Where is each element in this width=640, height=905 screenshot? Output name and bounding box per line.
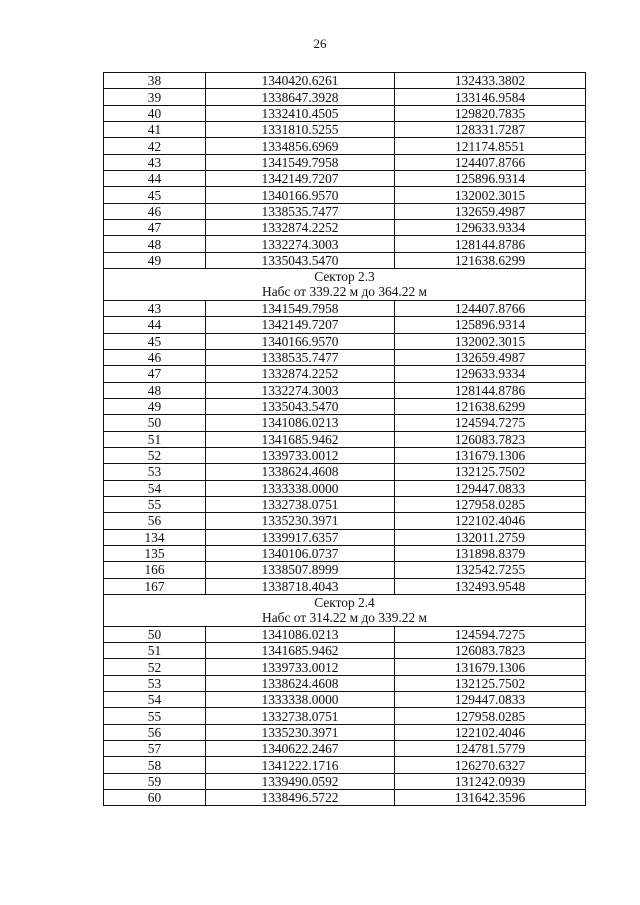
y-coordinate-cell: 131898.8379 (395, 545, 586, 561)
table-row (104, 317, 586, 333)
y-coordinate-cell: 121638.6299 (395, 398, 586, 414)
x-coordinate-cell: 1339917.6357 (206, 529, 395, 545)
coordinates-table (103, 72, 586, 806)
table-row (104, 545, 586, 561)
point-number-cell: 56 (104, 724, 206, 740)
y-coordinate-cell: 132659.4987 (395, 349, 586, 365)
x-coordinate-cell: 1338535.7477 (206, 203, 395, 219)
point-number-cell: 52 (104, 659, 206, 675)
x-coordinate-cell: 1331810.5255 (206, 122, 395, 138)
point-number-cell: 47 (104, 220, 206, 236)
table-row (104, 447, 586, 463)
y-coordinate-cell: 128144.8786 (395, 382, 586, 398)
table-row (104, 675, 586, 691)
x-coordinate-cell: 1340622.2467 (206, 741, 395, 757)
point-number-cell: 58 (104, 757, 206, 773)
x-coordinate-cell: 1333338.0000 (206, 692, 395, 708)
x-coordinate-cell: 1341086.0213 (206, 626, 395, 642)
table-row (104, 708, 586, 724)
y-coordinate-cell: 132011.2759 (395, 529, 586, 545)
y-coordinate-cell: 124407.8766 (395, 300, 586, 316)
x-coordinate-cell: 1338718.4043 (206, 578, 395, 594)
point-number-cell: 49 (104, 252, 206, 268)
table-row (104, 349, 586, 365)
point-number-cell: 134 (104, 529, 206, 545)
y-coordinate-cell: 132659.4987 (395, 203, 586, 219)
y-coordinate-cell: 132125.7502 (395, 675, 586, 691)
table-row (104, 464, 586, 480)
table-row (104, 562, 586, 578)
point-number-cell: 54 (104, 480, 206, 496)
y-coordinate-cell: 133146.9584 (395, 89, 586, 105)
point-number-cell: 44 (104, 171, 206, 187)
y-coordinate-cell: 125896.9314 (395, 171, 586, 187)
x-coordinate-cell: 1341222.1716 (206, 757, 395, 773)
x-coordinate-cell: 1341685.9462 (206, 643, 395, 659)
page-number: 26 (313, 36, 327, 51)
point-number-cell: 42 (104, 138, 206, 154)
x-coordinate-cell: 1338624.4608 (206, 464, 395, 480)
table-row (104, 171, 586, 187)
x-coordinate-cell: 1338535.7477 (206, 349, 395, 365)
point-number-cell: 46 (104, 349, 206, 365)
point-number-cell: 59 (104, 773, 206, 789)
sector-header-cell (104, 269, 586, 301)
x-coordinate-cell: 1342149.7207 (206, 317, 395, 333)
x-coordinate-cell: 1339733.0012 (206, 447, 395, 463)
table-row (104, 741, 586, 757)
table-row (104, 643, 586, 659)
table-row (104, 236, 586, 252)
y-coordinate-cell: 131242.0939 (395, 773, 586, 789)
point-number-cell: 55 (104, 496, 206, 512)
y-coordinate-cell: 125896.9314 (395, 317, 586, 333)
y-coordinate-cell: 126270.6327 (395, 757, 586, 773)
sector-title: Сектор 2.3 (314, 269, 375, 285)
y-coordinate-cell: 132125.7502 (395, 464, 586, 480)
y-coordinate-cell: 132493.9548 (395, 578, 586, 594)
y-coordinate-cell: 129447.0833 (395, 692, 586, 708)
y-coordinate-cell: 128331.7287 (395, 122, 586, 138)
table-row (104, 415, 586, 431)
y-coordinate-cell: 122102.4046 (395, 513, 586, 529)
y-coordinate-cell: 129820.7835 (395, 105, 586, 121)
x-coordinate-cell: 1338507.8999 (206, 562, 395, 578)
x-coordinate-cell: 1340166.9570 (206, 187, 395, 203)
sector-header-row (104, 269, 586, 301)
x-coordinate-cell: 1338496.5722 (206, 790, 395, 806)
x-coordinate-cell: 1338647.3928 (206, 89, 395, 105)
y-coordinate-cell: 132002.3015 (395, 333, 586, 349)
sector-header-cell (104, 595, 586, 627)
table-row (104, 790, 586, 806)
x-coordinate-cell: 1332874.2252 (206, 220, 395, 236)
y-coordinate-cell: 132433.3802 (395, 73, 586, 89)
y-coordinate-cell: 124594.7275 (395, 415, 586, 431)
y-coordinate-cell: 121174.8551 (395, 138, 586, 154)
sector-title: Сектор 2.4 (314, 595, 375, 611)
point-number-cell: 53 (104, 675, 206, 691)
table-row (104, 300, 586, 316)
point-number-cell: 44 (104, 317, 206, 333)
y-coordinate-cell: 129447.0833 (395, 480, 586, 496)
point-number-cell: 56 (104, 513, 206, 529)
point-number-cell: 49 (104, 398, 206, 414)
table-row (104, 105, 586, 121)
point-number-cell: 43 (104, 300, 206, 316)
table-row (104, 578, 586, 594)
sector-elevation-range: Набс от 314.22 м до 339.22 м (262, 610, 427, 626)
point-number-cell: 47 (104, 366, 206, 382)
point-number-cell: 55 (104, 708, 206, 724)
point-number-cell: 41 (104, 122, 206, 138)
table-row (104, 220, 586, 236)
x-coordinate-cell: 1339733.0012 (206, 659, 395, 675)
point-number-cell: 60 (104, 790, 206, 806)
x-coordinate-cell: 1341685.9462 (206, 431, 395, 447)
x-coordinate-cell: 1333338.0000 (206, 480, 395, 496)
y-coordinate-cell: 131642.3596 (395, 790, 586, 806)
table-row (104, 154, 586, 170)
table-row (104, 398, 586, 414)
table-row (104, 366, 586, 382)
table-row (104, 122, 586, 138)
y-coordinate-cell: 127958.0285 (395, 496, 586, 512)
x-coordinate-cell: 1335043.5470 (206, 398, 395, 414)
x-coordinate-cell: 1332738.0751 (206, 708, 395, 724)
y-coordinate-cell: 121638.6299 (395, 252, 586, 268)
table-row (104, 659, 586, 675)
y-coordinate-cell: 124594.7275 (395, 626, 586, 642)
table-row (104, 138, 586, 154)
x-coordinate-cell: 1332738.0751 (206, 496, 395, 512)
point-number-cell: 45 (104, 333, 206, 349)
point-number-cell: 45 (104, 187, 206, 203)
point-number-cell: 40 (104, 105, 206, 121)
table-row (104, 89, 586, 105)
x-coordinate-cell: 1340420.6261 (206, 73, 395, 89)
y-coordinate-cell: 129633.9334 (395, 366, 586, 382)
y-coordinate-cell: 127958.0285 (395, 708, 586, 724)
y-coordinate-cell: 122102.4046 (395, 724, 586, 740)
x-coordinate-cell: 1342149.7207 (206, 171, 395, 187)
point-number-cell: 48 (104, 236, 206, 252)
table-row (104, 431, 586, 447)
x-coordinate-cell: 1335043.5470 (206, 252, 395, 268)
point-number-cell: 167 (104, 578, 206, 594)
point-number-cell: 57 (104, 741, 206, 757)
coordinates-table-body (104, 73, 586, 806)
point-number-cell: 52 (104, 447, 206, 463)
x-coordinate-cell: 1340166.9570 (206, 333, 395, 349)
point-number-cell: 43 (104, 154, 206, 170)
x-coordinate-cell: 1339490.0592 (206, 773, 395, 789)
table-row (104, 626, 586, 642)
y-coordinate-cell: 131679.1306 (395, 447, 586, 463)
table-row (104, 529, 586, 545)
y-coordinate-cell: 129633.9334 (395, 220, 586, 236)
point-number-cell: 50 (104, 626, 206, 642)
point-number-cell: 54 (104, 692, 206, 708)
x-coordinate-cell: 1340106.0737 (206, 545, 395, 561)
x-coordinate-cell: 1335230.3971 (206, 724, 395, 740)
table-row (104, 513, 586, 529)
x-coordinate-cell: 1338624.4608 (206, 675, 395, 691)
y-coordinate-cell: 124407.8766 (395, 154, 586, 170)
point-number-cell: 135 (104, 545, 206, 561)
y-coordinate-cell: 131679.1306 (395, 659, 586, 675)
x-coordinate-cell: 1341549.7958 (206, 154, 395, 170)
table-row (104, 757, 586, 773)
point-number-cell: 166 (104, 562, 206, 578)
x-coordinate-cell: 1332274.3003 (206, 382, 395, 398)
table-row (104, 496, 586, 512)
x-coordinate-cell: 1332410.4505 (206, 105, 395, 121)
x-coordinate-cell: 1332874.2252 (206, 366, 395, 382)
table-row (104, 724, 586, 740)
table-row (104, 187, 586, 203)
sector-elevation-range: Набс от 339.22 м до 364.22 м (262, 284, 427, 300)
point-number-cell: 53 (104, 464, 206, 480)
table-row (104, 773, 586, 789)
table-row (104, 73, 586, 89)
table-row (104, 203, 586, 219)
table-row (104, 252, 586, 268)
sector-header-row (104, 595, 586, 627)
point-number-cell: 51 (104, 643, 206, 659)
y-coordinate-cell: 126083.7823 (395, 431, 586, 447)
point-number-cell: 51 (104, 431, 206, 447)
table-row (104, 480, 586, 496)
point-number-cell: 46 (104, 203, 206, 219)
y-coordinate-cell: 126083.7823 (395, 643, 586, 659)
table-row (104, 333, 586, 349)
x-coordinate-cell: 1332274.3003 (206, 236, 395, 252)
y-coordinate-cell: 132542.7255 (395, 562, 586, 578)
y-coordinate-cell: 128144.8786 (395, 236, 586, 252)
point-number-cell: 48 (104, 382, 206, 398)
x-coordinate-cell: 1335230.3971 (206, 513, 395, 529)
x-coordinate-cell: 1341549.7958 (206, 300, 395, 316)
table-row (104, 692, 586, 708)
y-coordinate-cell: 132002.3015 (395, 187, 586, 203)
y-coordinate-cell: 124781.5779 (395, 741, 586, 757)
point-number-cell: 39 (104, 89, 206, 105)
table-row (104, 382, 586, 398)
point-number-cell: 38 (104, 73, 206, 89)
x-coordinate-cell: 1341086.0213 (206, 415, 395, 431)
x-coordinate-cell: 1334856.6969 (206, 138, 395, 154)
point-number-cell: 50 (104, 415, 206, 431)
